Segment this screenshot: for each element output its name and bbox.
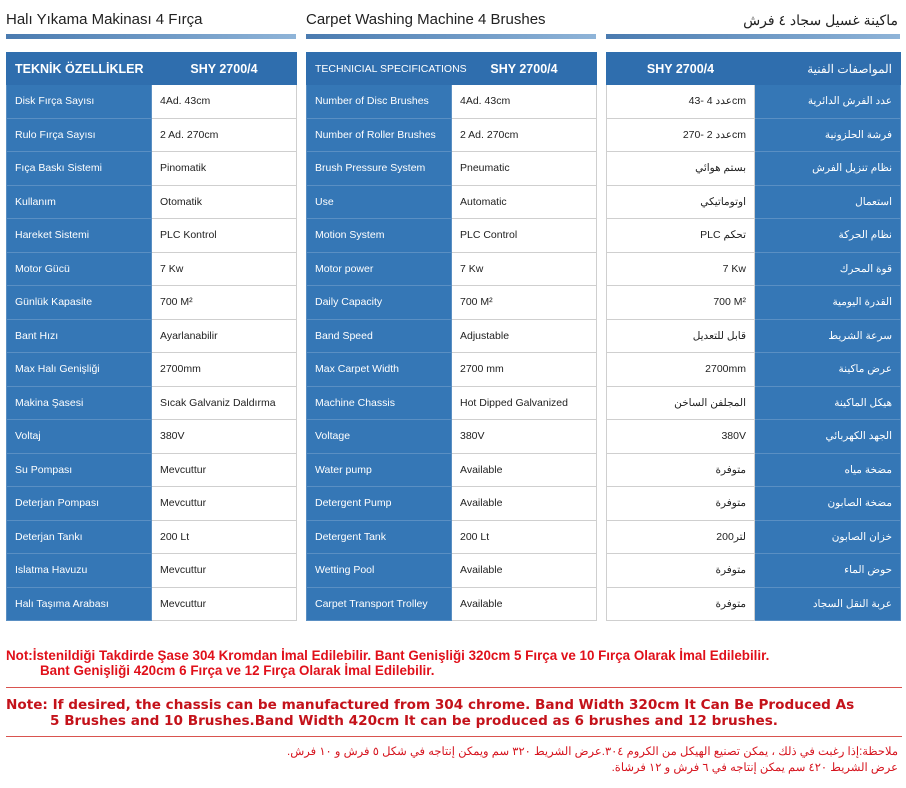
spec-label: Machine Chassis (307, 386, 452, 420)
spec-label: Number of Disc Brushes (307, 85, 452, 119)
spec-value: 7 Kw (607, 252, 755, 286)
table-row (607, 85, 901, 119)
spec-value: 380V (452, 420, 597, 454)
table-header (307, 53, 597, 85)
spec-value: 200لتر (607, 520, 755, 554)
spec-value: 2 Ad. 270cm (152, 118, 297, 152)
table-row (7, 152, 297, 186)
spec-value: Available (452, 587, 597, 621)
spec-value: متوفرة (607, 453, 755, 487)
spec-value: PLC Control (452, 219, 597, 253)
note-english (0, 697, 906, 729)
title-underline (306, 34, 596, 39)
spec-label: Voltaj (7, 420, 152, 454)
spec-label: Number of Roller Brushes (307, 118, 452, 152)
table-row (7, 587, 297, 621)
table-row (7, 386, 297, 420)
header-label: TEKNİK ÖZELLİKLER (7, 53, 152, 85)
table-row (7, 286, 297, 320)
header-model: SHY 2700/4 (607, 53, 755, 85)
spec-label: Fıça Baskı Sistemi (7, 152, 152, 186)
spec-label: فرشة الحلزونية (755, 118, 901, 152)
table-row (607, 487, 901, 521)
table-row (307, 587, 597, 621)
spec-value: Mevcuttur (152, 587, 297, 621)
spec-label: Band Speed (307, 319, 452, 353)
note-line: ملاحظة:إذا رغبت في ذلك ، يمكن تصنيع الهيكل من الكروم ٣٠٤.عرض الشريط ٣٢٠ سم ويمكن إنتاجه في شكل ٥ فرش و ١٠ فرش. (287, 746, 898, 758)
spec-label: قوة المحرك (755, 252, 901, 286)
table-row (7, 353, 297, 387)
title-underline (6, 34, 296, 39)
note-arabic (198, 744, 898, 776)
spec-label: سرعة الشريط (755, 319, 901, 353)
spec-value: 200 Lt (452, 520, 597, 554)
table-row (7, 453, 297, 487)
spec-label: عدد الفرش الدائرية (755, 85, 901, 119)
spec-label: استعمال (755, 185, 901, 219)
header-label: TECHNICIAL SPECIFICATIONS (307, 53, 452, 85)
spec-value: متوفرة (607, 487, 755, 521)
spec-value: Pinomatik (152, 152, 297, 186)
spec-value: Available (452, 453, 597, 487)
spec-value: 700 M² (452, 286, 597, 320)
spec-value: عدد 2 -270cm (607, 118, 755, 152)
table-row (307, 453, 597, 487)
table-row (7, 554, 297, 588)
spec-label: حوض الماء (755, 554, 901, 588)
table-row (607, 185, 901, 219)
header-label: المواصفات الفنية (755, 53, 901, 85)
spec-label: مضخة مياه (755, 453, 901, 487)
title-underline (606, 34, 900, 39)
table-row (307, 520, 597, 554)
table-row (607, 252, 901, 286)
table-header (607, 53, 901, 85)
table-row (607, 319, 901, 353)
table-row (607, 587, 901, 621)
spec-value: Hot Dipped Galvanized (452, 386, 597, 420)
table-row (607, 219, 901, 253)
spec-label: Brush Pressure System (307, 152, 452, 186)
divider (6, 736, 902, 737)
spec-label: Daily Capacity (307, 286, 452, 320)
note-line: 5 Brushes and 10 Brushes.Band Width 420cm It can be produced as 6 brushes and 12 brushes. (50, 713, 778, 729)
spec-label: مضخة الصابون (755, 487, 901, 521)
spec-value: Mevcuttur (152, 554, 297, 588)
spec-value: متوفرة (607, 554, 755, 588)
spec-label: Disk Fırça Sayısı (7, 85, 152, 119)
table-row (307, 487, 597, 521)
table-header (7, 53, 297, 85)
spec-value: PLC تحكم (607, 219, 755, 253)
table-row (607, 286, 901, 320)
header-model: SHY 2700/4 (452, 53, 597, 85)
table-row (7, 420, 297, 454)
spec-value: 4Ad. 43cm (452, 85, 597, 119)
table-row (307, 185, 597, 219)
table-row (607, 420, 901, 454)
table-row (307, 252, 597, 286)
spec-value: Available (452, 487, 597, 521)
spec-value: 700 M² (152, 286, 297, 320)
spec-value: Otomatik (152, 185, 297, 219)
panel-title: ماكينة غسيل سجاد ٤ فرش (743, 12, 898, 28)
table-row (7, 252, 297, 286)
spec-value: Ayarlanabilir (152, 319, 297, 353)
spec-value: 200 Lt (152, 520, 297, 554)
spec-label: Deterjan Tankı (7, 520, 152, 554)
spec-value: Adjustable (452, 319, 597, 353)
spec-label: Kullanım (7, 185, 152, 219)
spec-value: 2700 mm (452, 353, 597, 387)
spec-value: PLC Kontrol (152, 219, 297, 253)
divider (6, 687, 902, 688)
table-row (607, 118, 901, 152)
spec-label: Wetting Pool (307, 554, 452, 588)
note-line: Bant Genişliği 420cm 6 Fırça ve 12 Fırça Olarak İmal Edilebilir. (40, 663, 435, 678)
spec-label: Günlük Kapasite (7, 286, 152, 320)
spec-value: اوتوماتيكي (607, 185, 755, 219)
panel-title: Halı Yıkama Makinası 4 Fırça (6, 11, 203, 28)
spec-label: القدرة اليومية (755, 286, 901, 320)
spec-label: نظام الحركة (755, 219, 901, 253)
spec-value: Automatic (452, 185, 597, 219)
table-row (307, 118, 597, 152)
spec-label: Deterjan Pompası (7, 487, 152, 521)
spec-label: Detergent Pump (307, 487, 452, 521)
table-row (7, 185, 297, 219)
table-row (607, 353, 901, 387)
spec-value: Mevcuttur (152, 487, 297, 521)
table-row (307, 286, 597, 320)
note-turkish (0, 648, 906, 678)
table-row (7, 520, 297, 554)
spec-value: قابل للتعديل (607, 319, 755, 353)
spec-label: Motor Gücü (7, 252, 152, 286)
table-row (307, 85, 597, 119)
spec-value: 2700mm (607, 353, 755, 387)
spec-value: 7 Kw (452, 252, 597, 286)
spec-value: Sıcak Galvaniz Daldırma (152, 386, 297, 420)
spec-panel-turkish (6, 0, 296, 621)
table-row (607, 152, 901, 186)
spec-label: عربة النقل السجاد (755, 587, 901, 621)
spec-value: بستم هوائي (607, 152, 755, 186)
spec-value: 380V (152, 420, 297, 454)
spec-label: Voltage (307, 420, 452, 454)
spec-label: Makina Şasesi (7, 386, 152, 420)
table-row (7, 487, 297, 521)
spec-panel-arabic (606, 0, 900, 621)
table-row (307, 152, 597, 186)
note-line: Not:İstenildiği Takdirde Şase 304 Kromdan İmal Edilebilir. Bant Genişliği 320cm 5 Fırça ve 10 Fırça Olarak İmal Edilebilir. (6, 648, 770, 663)
spec-label: عرض ماكينة (755, 353, 901, 387)
spec-table (606, 52, 901, 621)
spec-value: 7 Kw (152, 252, 297, 286)
table-row (607, 520, 901, 554)
spec-label: Max Carpet Width (307, 353, 452, 387)
table-row (607, 453, 901, 487)
spec-label: الجهد الكهربائي (755, 420, 901, 454)
table-row (307, 554, 597, 588)
spec-value: Pneumatic (452, 152, 597, 186)
spec-label: خزان الصابون (755, 520, 901, 554)
note-line: عرض الشريط ٤٢٠ سم يمكن إنتاجه في ٦ فرش و ١٢ فرشاة. (611, 762, 898, 774)
spec-label: Carpet Transport Trolley (307, 587, 452, 621)
spec-label: Motion System (307, 219, 452, 253)
spec-label: هيكل الماكينة (755, 386, 901, 420)
table-row (7, 85, 297, 119)
spec-label: Hareket Sistemi (7, 219, 152, 253)
spec-table (6, 52, 297, 621)
spec-value: 4Ad. 43cm (152, 85, 297, 119)
spec-label: Max Halı Genişliği (7, 353, 152, 387)
spec-label: Water pump (307, 453, 452, 487)
spec-value: 380V (607, 420, 755, 454)
spec-label: Su Pompası (7, 453, 152, 487)
spec-value: 700 M² (607, 286, 755, 320)
spec-value: Available (452, 554, 597, 588)
table-row (307, 386, 597, 420)
spec-value: 2 Ad. 270cm (452, 118, 597, 152)
spec-label: Bant Hızı (7, 319, 152, 353)
table-row (7, 319, 297, 353)
spec-value: المجلفن الساخن (607, 386, 755, 420)
table-row (7, 118, 297, 152)
spec-value: Mevcuttur (152, 453, 297, 487)
spec-value: 2700mm (152, 353, 297, 387)
table-row (607, 554, 901, 588)
spec-label: Rulo Fırça Sayısı (7, 118, 152, 152)
header-model: SHY 2700/4 (152, 53, 297, 85)
spec-value: متوفرة (607, 587, 755, 621)
spec-label: نظام تنزيل الفرش (755, 152, 901, 186)
table-row (7, 219, 297, 253)
note-line: Note: If desired, the chassis can be manufactured from 304 chrome. Band Width 320cm It Can Be Produced As (6, 697, 855, 713)
spec-label: Motor power (307, 252, 452, 286)
spec-value: عدد 4 -43cm (607, 85, 755, 119)
spec-label: Islatma Havuzu (7, 554, 152, 588)
spec-table (306, 52, 597, 621)
spec-label: Use (307, 185, 452, 219)
table-row (607, 386, 901, 420)
spec-panel-english (306, 0, 596, 621)
spec-label: Halı Taşıma Arabası (7, 587, 152, 621)
table-row (307, 219, 597, 253)
table-row (307, 319, 597, 353)
spec-label: Detergent Tank (307, 520, 452, 554)
table-row (307, 353, 597, 387)
panel-title: Carpet Washing Machine 4 Brushes (306, 11, 546, 28)
table-row (307, 420, 597, 454)
